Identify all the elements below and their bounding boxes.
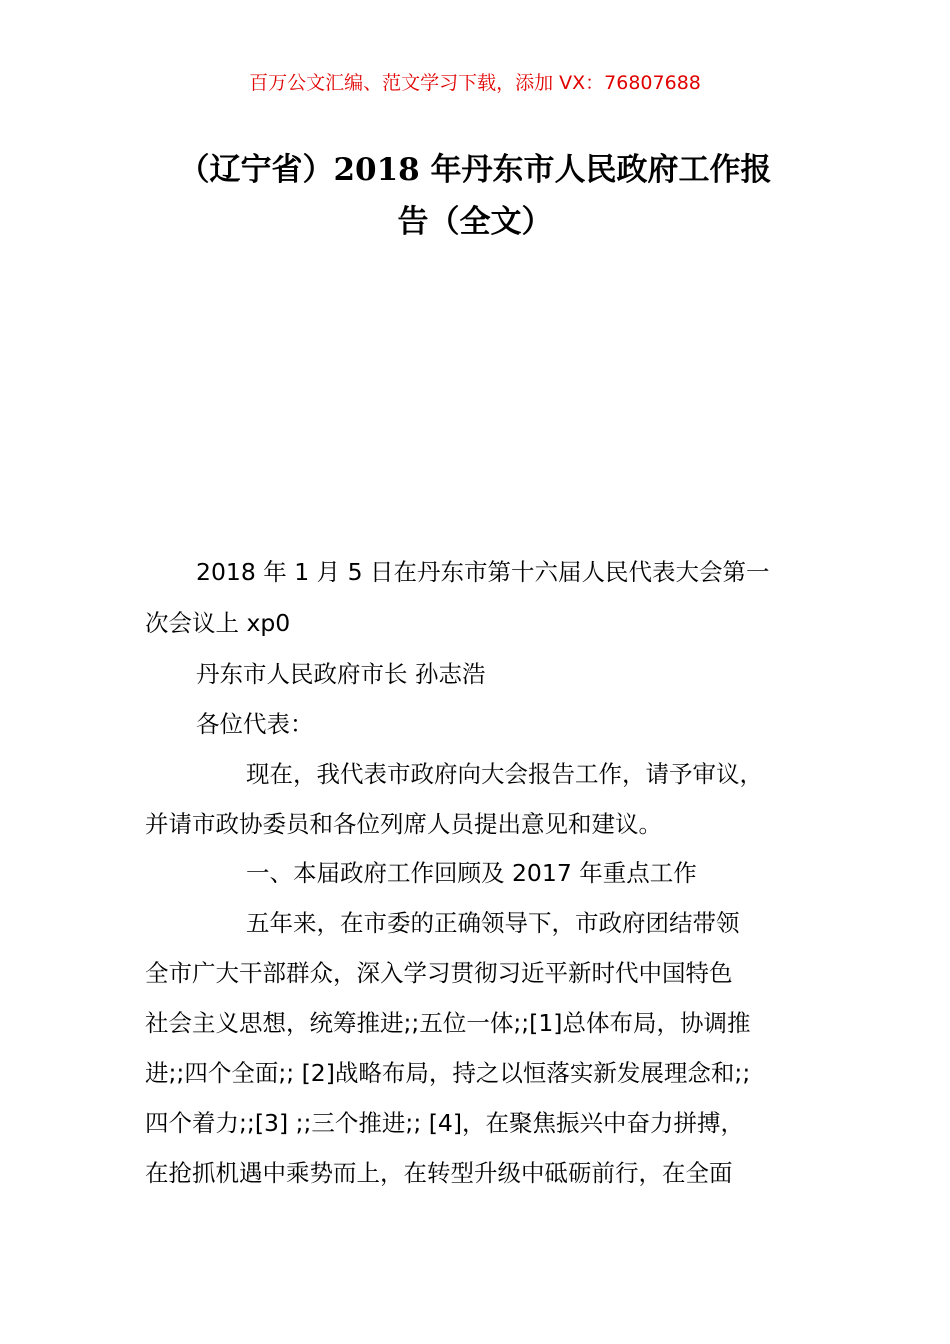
body-line: 次会议上 xp0 [145,609,291,637]
body-line: 社会主义思想，统筹推进;;五位一体;;[1]总体布局，协调推 [145,1009,751,1037]
body-line: 各位代表： [196,710,314,738]
watermark-header-note: 百万公文汇编、范文学习下载，添加 VX：76807688 [249,72,701,94]
document-title-line-1: （辽宁省）2018 年丹东市人民政府工作报 [178,152,772,188]
body-line: 全市广大干部群众，深入学习贯彻习近平新时代中国特色 [145,959,733,987]
document-title-line-2: 告（全文） [397,204,553,240]
body-line: 在抢抓机遇中乘势而上，在转型升级中砥砺前行，在全面 [145,1159,733,1187]
body-line: 四个着力;;[3] ;;三个推进;; [4]，在聚焦振兴中奋力拼搏， [145,1109,745,1137]
body-line: 五年来，在市委的正确领导下，市政府团结带领 [246,909,740,937]
body-line: 进;;四个全面;; [2]战略布局，持之以恒落实新发展理念和;; [145,1059,751,1087]
body-line: 2018 年 1 月 5 日在丹东市第十六届人民代表大会第一 [196,558,770,586]
body-line: 并请市政协委员和各位列席人员提出意见和建议。 [145,810,662,838]
body-line: 丹东市人民政府市长 孙志浩 [196,660,486,688]
body-line: 现在，我代表市政府向大会报告工作，请予审议， [246,760,763,788]
section-heading: 一、本届政府工作回顾及 2017 年重点工作 [246,859,697,887]
